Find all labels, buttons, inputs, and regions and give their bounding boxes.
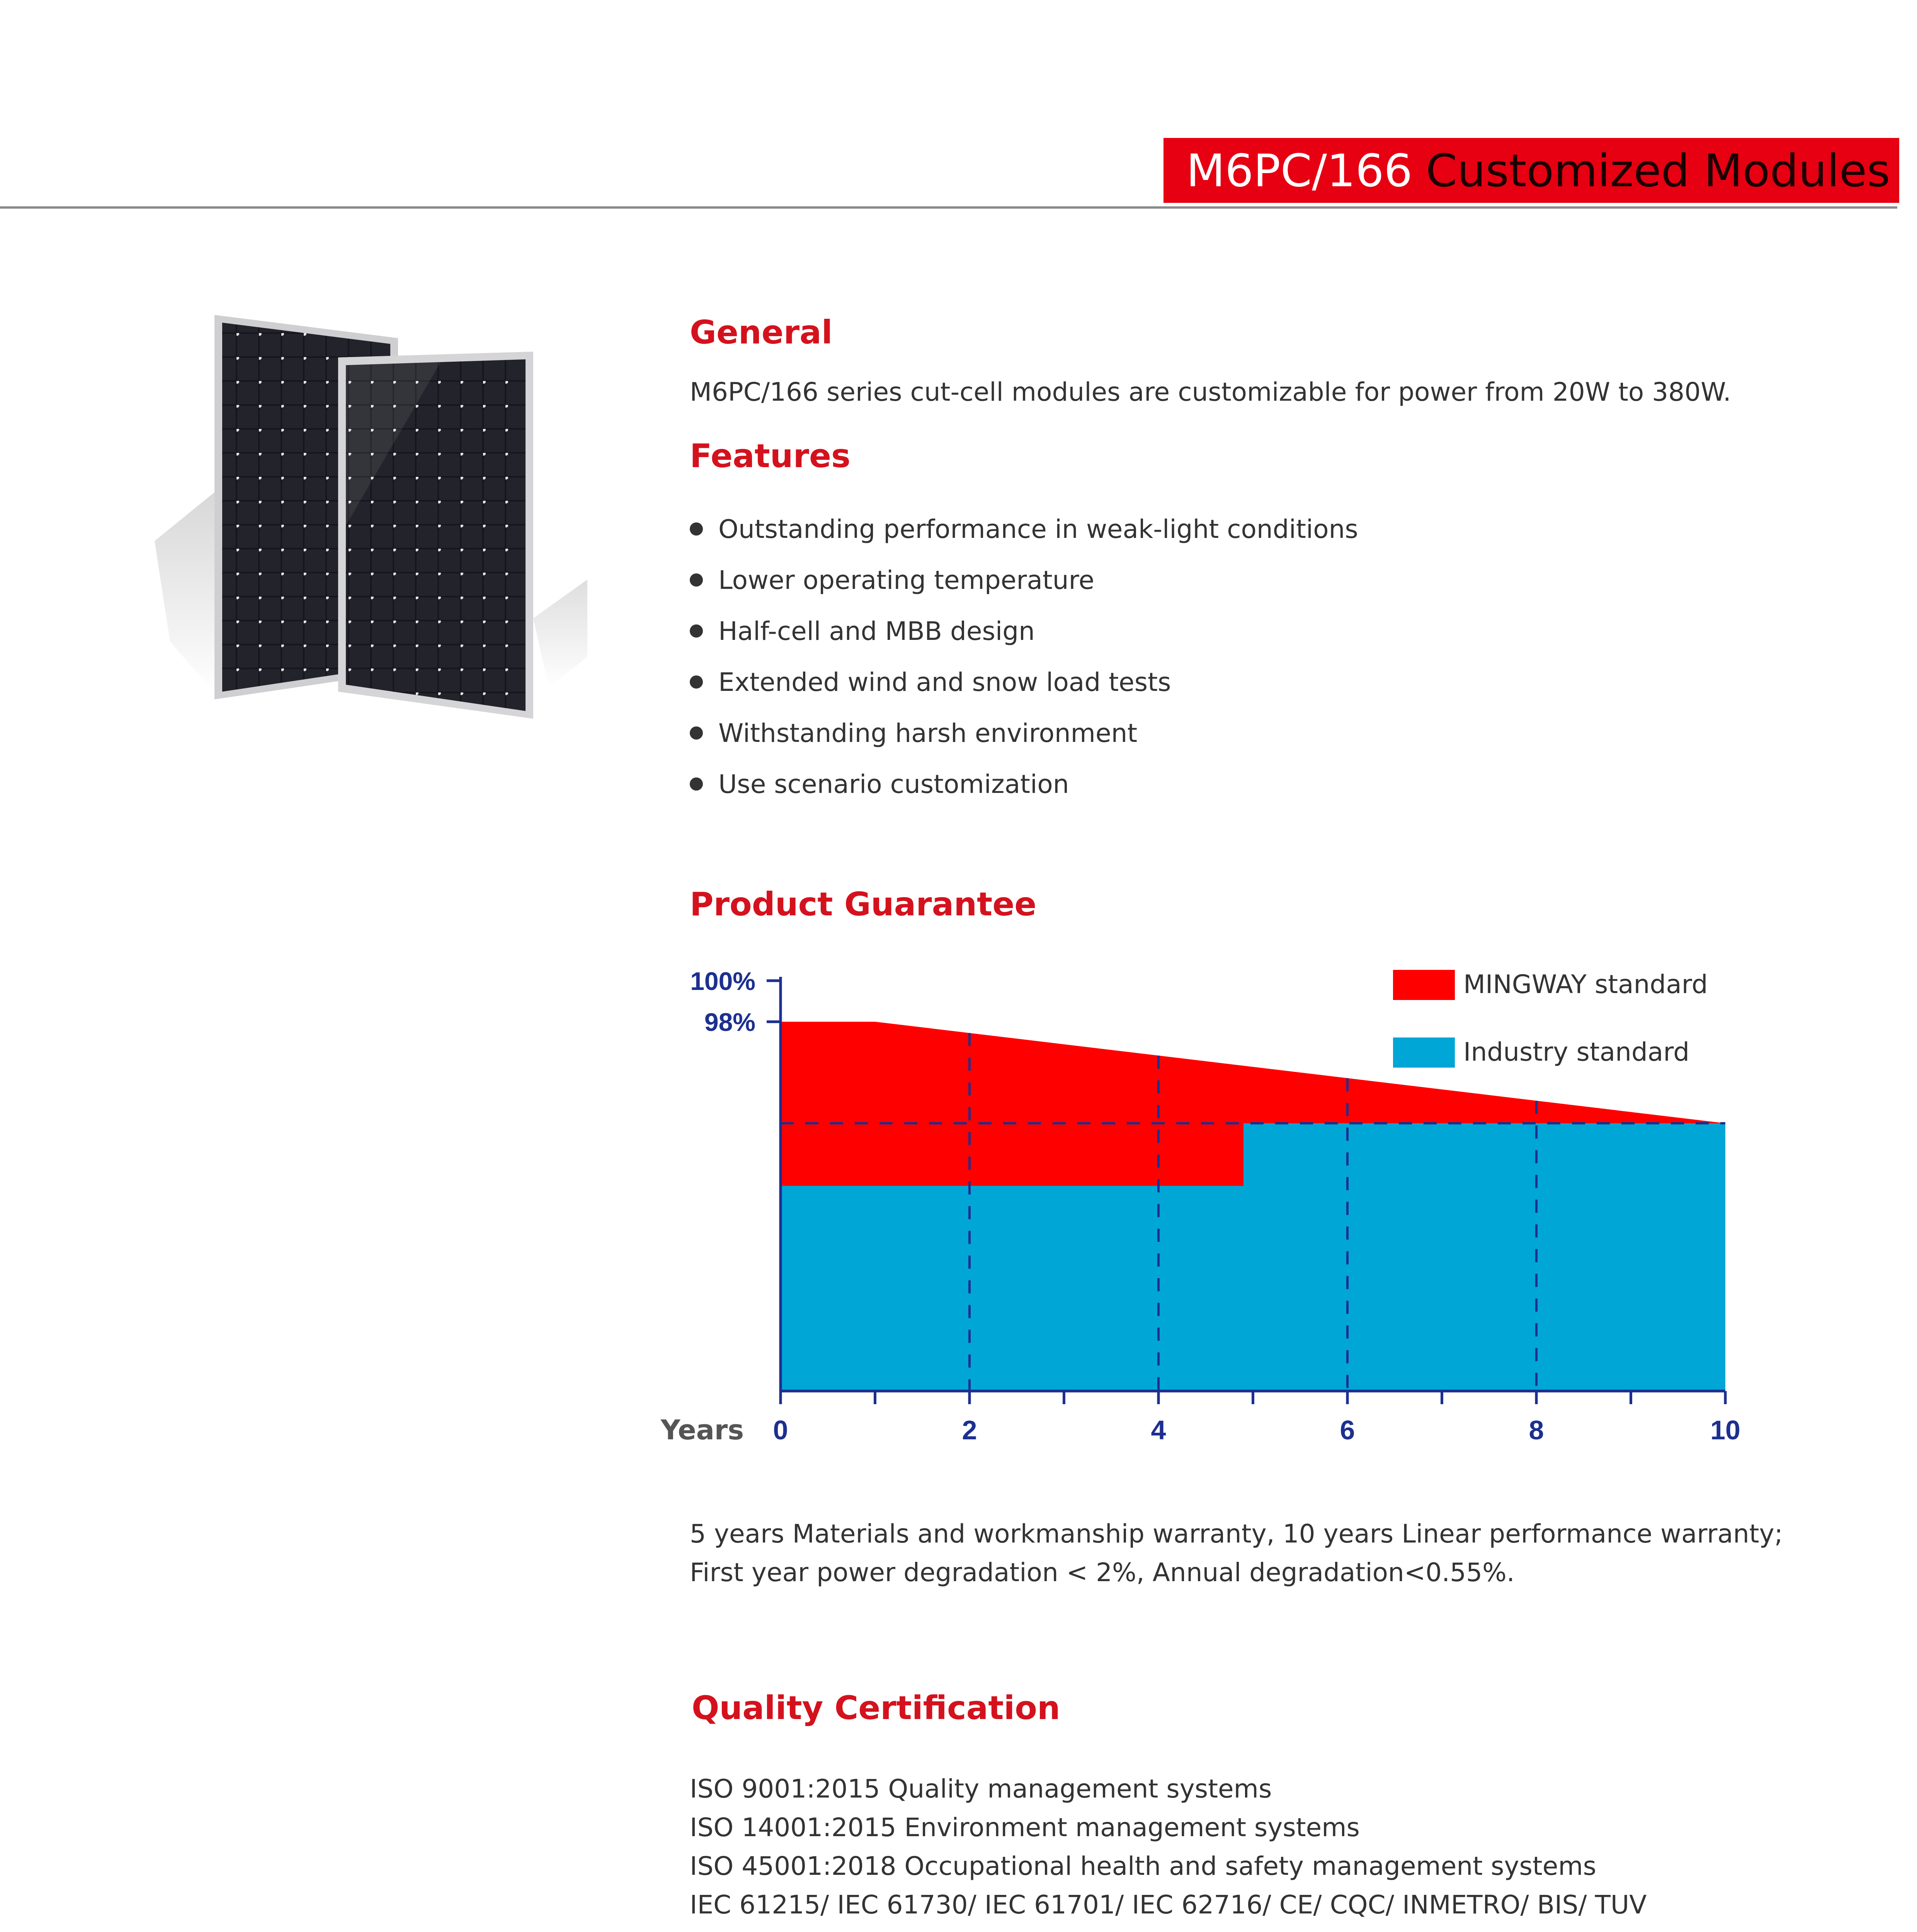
y-tick-label: 98%: [704, 1008, 755, 1037]
general-text: M6PC/166 series cut-cell modules are customizable for power from 20W to 380W.: [690, 377, 1731, 407]
y-tick-label: 100%: [690, 967, 755, 995]
feature-item: Half-cell and MBB design: [690, 616, 1035, 646]
x-tick-label: 2: [962, 1415, 977, 1445]
cert-line: ISO 45001:2018 Occupational health and safety management systems: [690, 1851, 1597, 1881]
bullet-icon: [690, 522, 703, 536]
features-heading: Features: [690, 437, 850, 475]
legend-label-1: MINGWAY standard: [1463, 969, 1708, 999]
solar-panel-icon: [147, 309, 595, 734]
warranty-line-1: 5 years Materials and workmanship warranty, 10 years Linear performance warranty;: [690, 1519, 1783, 1549]
x-tick-label: 10: [1710, 1415, 1740, 1445]
guarantee-chart: [618, 935, 1816, 1468]
feature-item: Use scenario customization: [690, 769, 1069, 799]
header-title: Customized Modules: [1426, 145, 1890, 197]
bullet-icon: [690, 573, 703, 587]
warranty-line-2: First year power degradation < 2%, Annual degradation<0.55%.: [690, 1558, 1515, 1587]
header-model: M6PC/166: [1186, 145, 1413, 197]
feature-item: Extended wind and snow load tests: [690, 667, 1171, 697]
cert-line: ISO 9001:2015 Quality management systems: [690, 1774, 1272, 1804]
legend-swatch-2: [1393, 1037, 1455, 1068]
feature-item: Withstanding harsh environment: [690, 718, 1137, 748]
guarantee-heading: Product Guarantee: [690, 885, 1037, 923]
header-rule: [0, 206, 1897, 209]
x-tick-label: 0: [773, 1415, 788, 1445]
x-axis-label: Years: [660, 1414, 744, 1446]
x-tick-label: 4: [1151, 1415, 1166, 1445]
bullet-icon: [690, 675, 703, 689]
general-heading: General: [690, 313, 833, 351]
quality-heading: Quality Certification: [692, 1689, 1060, 1727]
bullet-icon: [690, 777, 703, 791]
legend-label-2: Industry standard: [1463, 1037, 1690, 1067]
cert-line: IEC 61215/ IEC 61730/ IEC 61701/ IEC 62716/ CE/ CQC/ INMETRO/ BIS/ TUV: [690, 1890, 1647, 1920]
x-tick-label: 6: [1340, 1415, 1355, 1445]
bullet-icon: [690, 726, 703, 740]
cert-line: ISO 14001:2015 Environment management systems: [690, 1813, 1360, 1842]
x-tick-label: 8: [1529, 1415, 1544, 1445]
bullet-icon: [690, 624, 703, 638]
legend-swatch-1: [1393, 970, 1455, 1000]
feature-item: Lower operating temperature: [690, 565, 1094, 595]
feature-item: Outstanding performance in weak-light conditions: [690, 514, 1358, 544]
